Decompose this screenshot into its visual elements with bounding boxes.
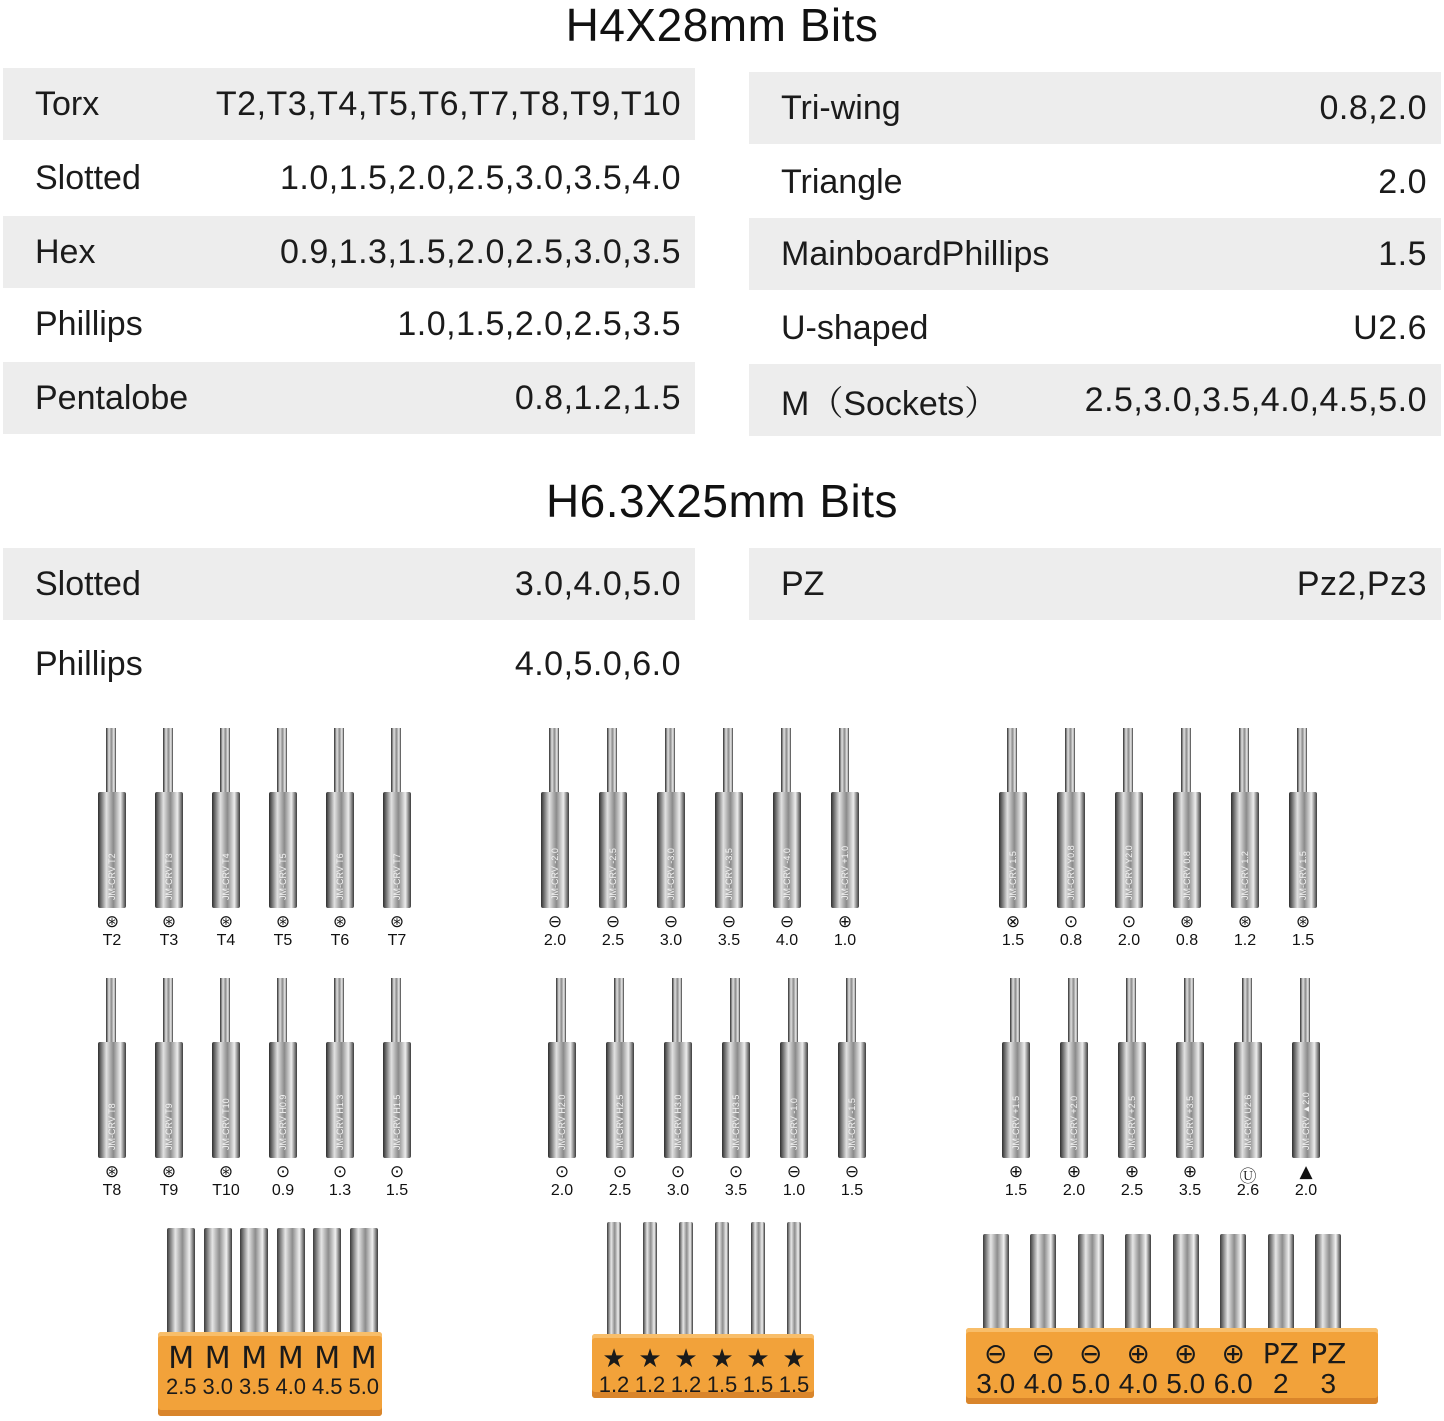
bit-size-label: 1.5 [1004, 1182, 1028, 1199]
bit-type-icon: ⊕ [1066, 1162, 1082, 1182]
spec-value: 0.8,1.2,1.5 [514, 378, 681, 417]
bit-type-icon: ⊛ [389, 912, 405, 932]
bit-size-label: 1.2 [1233, 932, 1257, 949]
bit-size-label: 1.5 [840, 1182, 864, 1199]
tray-label-size: 6.0 [1213, 1368, 1253, 1399]
tray-label [1020, 1337, 1068, 1399]
tray-label [1115, 1337, 1163, 1399]
tray-label-symbol: ⊕ [1126, 1337, 1150, 1370]
tray-bit-icon [983, 1234, 1009, 1332]
section-title-h4x28: H4X28mm Bits [565, 0, 879, 51]
bit-etching: JM-CRV H3.0 [673, 1094, 683, 1150]
spec-value: 1.0,1.5,2.0,2.5,3.5 [397, 304, 681, 343]
bit-shaft-icon [1041, 722, 1101, 912]
tray-label [1162, 1337, 1210, 1399]
tray-label-size: 5.0 [1166, 1368, 1206, 1399]
tray-label [740, 1346, 776, 1396]
bit-type-icon: ⊛ [218, 1162, 234, 1182]
spec-label: Torx [35, 84, 100, 123]
bit-type-icon: ⊖ [786, 1162, 802, 1182]
spec-row-phillips [3, 288, 695, 360]
spec-label: PZ [781, 564, 825, 603]
bit-etching: JM-CRV H2.0 [557, 1094, 567, 1150]
bit-size-label: 0.8 [1175, 932, 1199, 949]
spec-value: T2,T3,T4,T5,T6,T7,T8,T9,T10 [215, 84, 681, 123]
bit-size-label: 0.8 [1059, 932, 1083, 949]
tray-label-size: 3 [1320, 1368, 1337, 1399]
tray-label-size: 4.5 [311, 1374, 343, 1399]
bit-type-icon: ⊖ [779, 912, 795, 932]
spec-row-pentalobe [3, 362, 695, 434]
bit-type-icon: ⊕ [1008, 1162, 1024, 1182]
tray-label [668, 1346, 704, 1396]
bit-etching: JM-CRV Y2.0 [1124, 845, 1134, 900]
bit-size-label: 3.5 [724, 1182, 748, 1199]
bit-shaft-icon [1044, 972, 1104, 1162]
bit-shaft-icon [815, 722, 875, 912]
bit-size-label: 2.0 [1062, 1182, 1086, 1199]
bit-shaft-icon [1157, 722, 1217, 912]
bit-type-icon: ⊖ [844, 1162, 860, 1182]
bit-size-label: T3 [159, 932, 179, 949]
tray-label-size: 1.2 [598, 1372, 630, 1397]
bit-shaft-icon [196, 972, 256, 1162]
bit-shaft-icon [641, 722, 701, 912]
bit-type-icon: ⊛ [161, 912, 177, 932]
spec-label: Pentalobe [35, 378, 189, 417]
spec-label: Triangle [781, 162, 903, 201]
bit-shaft-icon [310, 972, 370, 1162]
tray-label [346, 1341, 383, 1399]
bit-shaft-icon [532, 972, 592, 1162]
tray-label [972, 1337, 1020, 1399]
bit-size-label: 1.5 [1001, 932, 1025, 949]
tray-label [163, 1341, 200, 1399]
bit-size-label: T8 [102, 1182, 122, 1199]
spec-label: Phillips [35, 644, 143, 683]
bit-size-label: 2.5 [601, 932, 625, 949]
bit-type-icon: ⊙ [332, 1162, 348, 1182]
tray-bit-icon [607, 1222, 621, 1338]
bit-etching: JM-CRV -1.5 [847, 1098, 857, 1150]
bit-etching: JM-CRV -1.0 [789, 1098, 799, 1150]
bit-size-label: 2.5 [608, 1182, 632, 1199]
tray-bit-icon [313, 1228, 341, 1336]
bit-shaft-icon [82, 972, 142, 1162]
tray-label-size: 4.0 [275, 1374, 307, 1399]
tray-label-symbol: ★ [782, 1344, 806, 1374]
spec-value: 3.0,4.0,5.0 [514, 564, 681, 603]
spec-row-u-shaped [749, 292, 1441, 364]
spec-row-tri-wing [749, 72, 1441, 144]
tray-label-symbol: ★ [638, 1344, 662, 1374]
tray-label [200, 1341, 237, 1399]
tray-label [632, 1346, 668, 1396]
tray-label [236, 1341, 273, 1399]
spec-label: Phillips [35, 304, 143, 343]
bit-size-label: 1.3 [328, 1182, 352, 1199]
tray-label [273, 1341, 310, 1399]
bit-etching: JM-CRV -4.0 [782, 848, 792, 900]
bit-shaft-icon [986, 972, 1046, 1162]
bit-size-label: 1.5 [1291, 932, 1315, 949]
tray-label [1067, 1337, 1115, 1399]
bit-etching: JM-CRV T2 [107, 853, 117, 900]
bit-etching: JM-CRV +2.5 [1127, 1095, 1137, 1150]
bit-etching: JM-CRV +1.5 [1011, 1095, 1021, 1150]
tray-bit-icon [787, 1222, 801, 1338]
tray-label [309, 1341, 346, 1399]
spec-row-sockets [749, 364, 1441, 436]
tray-label-symbol: M [168, 1341, 195, 1376]
spec-value: 1.5 [1378, 234, 1427, 273]
bit-size-label: 3.0 [666, 1182, 690, 1199]
spec-value: 4.0,5.0,6.0 [514, 644, 681, 683]
bit-type-icon: ⊙ [1121, 912, 1137, 932]
tray-label-symbol: ⊖ [1031, 1337, 1055, 1370]
bit-shaft-icon [525, 722, 585, 912]
spec-value: 2.5,3.0,3.5,4.0,4.5,5.0 [1084, 380, 1427, 419]
spec-label: MainboardPhillips [781, 234, 1050, 273]
bit-etching: JM-CRV T6 [335, 853, 345, 900]
spec-label: Tri-wing [781, 88, 901, 127]
bit-shaft-icon [1102, 972, 1162, 1162]
spec-row-slotted-large [3, 548, 695, 620]
tray-label-size: 3.0 [976, 1368, 1016, 1399]
tray-label-symbol: M [314, 1341, 341, 1376]
bit-etching: JM-CRV T10 [221, 1098, 231, 1150]
bit-size-label: 0.9 [271, 1182, 295, 1199]
bit-shaft-icon [1273, 722, 1333, 912]
bit-size-label: T4 [216, 932, 236, 949]
tray-bit-icon [751, 1222, 765, 1338]
bit-etching: JM-CRV -3.5 [724, 848, 734, 900]
bit-size-label: 1.0 [833, 932, 857, 949]
bit-size-label: 2.0 [1294, 1182, 1318, 1199]
tray-label-size: 1.2 [634, 1372, 666, 1397]
bit-etching: JM-CRV +3.5 [1185, 1095, 1195, 1150]
bit-type-icon: ⊖ [547, 912, 563, 932]
spec-label: Slotted [35, 158, 141, 197]
bit-type-icon: ⊕ [837, 912, 853, 932]
bit-shaft-icon [822, 972, 882, 1162]
bit-etching: JM-CRV T3 [164, 853, 174, 900]
bit-type-icon: ⊙ [275, 1162, 291, 1182]
bit-etching: JM-CRV H1.5 [392, 1094, 402, 1150]
tray-bit-icon [679, 1222, 693, 1338]
tray-bit-icon [1078, 1234, 1104, 1332]
tray-label-size: 3.0 [202, 1374, 234, 1399]
tray-label-symbol: ⊕ [1221, 1337, 1245, 1370]
tray-label-symbol: ★ [710, 1344, 734, 1374]
bit-size-label: 3.0 [659, 932, 683, 949]
tray-bit-icon [1125, 1234, 1151, 1332]
tray-label-symbol: M [241, 1341, 268, 1376]
tray-bit-icon [204, 1228, 232, 1336]
bit-type-icon: ⊙ [728, 1162, 744, 1182]
bit-shaft-icon [1160, 972, 1220, 1162]
tray-bit-icon [1220, 1234, 1246, 1332]
tray-label-size: 5.0 [348, 1374, 380, 1399]
bit-type-icon: ⊖ [605, 912, 621, 932]
tray-label-symbol: ⊖ [1079, 1337, 1103, 1370]
tray-label-size: 1.2 [670, 1372, 702, 1397]
bit-shaft-icon [1215, 722, 1275, 912]
bit-etching: JM-CRV +1.0 [840, 845, 850, 900]
bit-type-icon: ⊖ [721, 912, 737, 932]
bit-etching: JM-CRV H2.5 [615, 1094, 625, 1150]
tray-bit-icon [643, 1222, 657, 1338]
bit-size-label: 4.0 [775, 932, 799, 949]
bit-shaft-icon [139, 722, 199, 912]
tray-label [704, 1346, 740, 1396]
bit-etching: JM-CRV T8 [107, 1103, 117, 1150]
tray-label [776, 1346, 812, 1396]
bit-size-label: 2.0 [1117, 932, 1141, 949]
bit-size-label: T5 [273, 932, 293, 949]
bit-etching: JM-CRV 1.5 [1298, 851, 1308, 900]
bit-type-icon: ⊛ [1295, 912, 1311, 932]
spec-row-hex [3, 216, 695, 288]
bit-shaft-icon [1099, 722, 1159, 912]
bit-size-label: 3.5 [1178, 1182, 1202, 1199]
bit-size-label: 2.0 [543, 932, 567, 949]
bit-shaft-icon [706, 972, 766, 1162]
tray-label-symbol: ⊖ [984, 1337, 1008, 1370]
bit-shaft-icon [590, 972, 650, 1162]
bit-etching: JM-CRV U2.6 [1243, 1094, 1253, 1150]
bit-etching: JM-CRV +2.0 [1069, 1095, 1079, 1150]
bit-shaft-icon [983, 722, 1043, 912]
tray-label-size: 4.0 [1118, 1368, 1158, 1399]
bit-type-icon: ⊙ [670, 1162, 686, 1182]
bit-type-icon: ⊕ [1182, 1162, 1198, 1182]
bit-etching: JM-CRV -2.5 [608, 848, 618, 900]
bit-type-icon: ⊛ [161, 1162, 177, 1182]
tray-label-symbol: PZ [1310, 1337, 1347, 1370]
bit-etching: JM-CRV Y0.8 [1066, 845, 1076, 900]
tray-bit-icon [1173, 1234, 1199, 1332]
bit-etching: JM-CRV T7 [392, 853, 402, 900]
tray-bit-icon [1268, 1234, 1294, 1332]
bit-type-icon: ⊛ [1237, 912, 1253, 932]
tray-label-symbol: M [350, 1341, 377, 1376]
bit-shaft-icon [367, 722, 427, 912]
tray-label-size: 3.5 [238, 1374, 270, 1399]
spec-row-triangle [749, 146, 1441, 218]
bit-size-label: T9 [159, 1182, 179, 1199]
bit-etching: JM-CRV 1.5 [1008, 851, 1018, 900]
bit-size-label: T6 [330, 932, 350, 949]
tray-bit-icon [1030, 1234, 1056, 1332]
tray-bit-icon [350, 1228, 378, 1336]
bit-shaft-icon [139, 972, 199, 1162]
bit-type-icon: ⊛ [104, 1162, 120, 1182]
bit-type-icon: ▲ [1299, 1162, 1313, 1182]
section-title-h63x25: H6.3X25mm Bits [545, 475, 899, 527]
spec-value: U2.6 [1353, 308, 1427, 347]
tray-label-size: 1.5 [778, 1372, 810, 1397]
bit-size-label: 2.5 [1120, 1182, 1144, 1199]
bit-type-icon: ⊙ [389, 1162, 405, 1182]
bit-size-label: 3.5 [717, 932, 741, 949]
bit-shaft-icon [253, 722, 313, 912]
bit-type-icon: ⊗ [1005, 912, 1021, 932]
tray-label-symbol: PZ [1262, 1337, 1299, 1370]
tray-label-size: 1.5 [706, 1372, 738, 1397]
spec-row-mainboard-phillips [749, 218, 1441, 290]
tray-label-symbol: ★ [674, 1344, 698, 1374]
bit-type-icon: Ⓤ [1239, 1167, 1257, 1187]
spec-value: 0.9,1.3,1.5,2.0,2.5,3.0,3.5 [279, 232, 681, 271]
tray-label-symbol: ★ [602, 1344, 626, 1374]
bit-etching: JM-CRV T5 [278, 853, 288, 900]
tray-label-size: 2 [1272, 1368, 1289, 1399]
bit-etching: JM-CRV 1.2 [1240, 851, 1250, 900]
bit-shaft-icon [367, 972, 427, 1162]
bit-etching: JM-CRV T4 [221, 853, 231, 900]
bit-size-label: T7 [387, 932, 407, 949]
bit-etching: JM-CRV -2.0 [550, 848, 560, 900]
bit-shaft-icon [196, 722, 256, 912]
bit-shaft-icon [648, 972, 708, 1162]
tray-bit-icon [1315, 1234, 1341, 1332]
bit-type-icon: ⊖ [663, 912, 679, 932]
tray-bit-icon [277, 1228, 305, 1336]
tray-label-symbol: M [277, 1341, 304, 1376]
bit-etching: JM-CRV H0.9 [278, 1094, 288, 1150]
tray-label-size: 4.0 [1023, 1368, 1063, 1399]
bit-etching: JM-CRV ▲2.0 [1301, 1092, 1311, 1150]
tray-bit-icon [167, 1228, 195, 1336]
tray-label [596, 1346, 632, 1396]
spec-row-pz [749, 548, 1441, 620]
bit-shaft-icon [253, 972, 313, 1162]
bit-shaft-icon [699, 722, 759, 912]
tray-label-size: 2.5 [165, 1374, 197, 1399]
bit-type-icon: ⊛ [218, 912, 234, 932]
bit-type-icon: ⊛ [104, 912, 120, 932]
tray-label-symbol: ⊕ [1174, 1337, 1198, 1370]
spec-label: U-shaped [781, 308, 929, 347]
spec-row-torx [3, 68, 695, 140]
bit-size-label: 1.5 [385, 1182, 409, 1199]
spec-value: Pz2,Pz3 [1296, 564, 1427, 603]
bit-size-label: 2.6 [1236, 1182, 1260, 1199]
bit-size-label: 1.0 [782, 1182, 806, 1199]
tray-bit-icon [240, 1228, 268, 1336]
tray-label-symbol: M [204, 1341, 231, 1376]
spec-value: 2.0 [1378, 162, 1427, 201]
spec-row-phillips-large [3, 628, 695, 700]
tray-label [1210, 1337, 1258, 1399]
tray-label [1257, 1337, 1305, 1399]
spec-label: M（Sockets） [781, 384, 999, 423]
tray-bit-icon [715, 1222, 729, 1338]
spec-value: 1.0,1.5,2.0,2.5,3.0,3.5,4.0 [279, 158, 681, 197]
bit-shaft-icon [310, 722, 370, 912]
bit-type-icon: ⊙ [612, 1162, 628, 1182]
bit-size-label: T2 [102, 932, 122, 949]
bit-shaft-icon [583, 722, 643, 912]
bit-etching: JM-CRV 0.8 [1182, 851, 1192, 900]
bit-size-label: 2.0 [550, 1182, 574, 1199]
tray-label [1305, 1337, 1353, 1399]
bit-type-icon: ⊛ [275, 912, 291, 932]
spec-label: Hex [35, 232, 96, 271]
bit-etching: JM-CRV -3.0 [666, 848, 676, 900]
bit-shaft-icon [764, 972, 824, 1162]
bit-etching: JM-CRV H3.5 [731, 1094, 741, 1150]
bit-type-icon: ⊙ [1063, 912, 1079, 932]
bit-type-icon: ⊛ [1179, 912, 1195, 932]
spec-label: Slotted [35, 564, 141, 603]
spec-row-slotted [3, 142, 695, 214]
bit-type-icon: ⊛ [332, 912, 348, 932]
bit-shaft-icon [82, 722, 142, 912]
spec-value: 0.8,2.0 [1319, 88, 1427, 127]
bit-type-icon: ⊙ [554, 1162, 570, 1182]
bit-type-icon: ⊕ [1124, 1162, 1140, 1182]
tray-label-size: 5.0 [1071, 1368, 1111, 1399]
bit-shaft-icon [1218, 972, 1278, 1162]
bit-size-label: T10 [212, 1182, 240, 1199]
tray-label-size: 1.5 [742, 1372, 774, 1397]
bit-shaft-icon [757, 722, 817, 912]
bit-shaft-icon [1276, 972, 1336, 1162]
bit-etching: JM-CRV H1.3 [335, 1094, 345, 1150]
bit-etching: JM-CRV T9 [164, 1103, 174, 1150]
tray-label-symbol: ★ [746, 1344, 770, 1374]
